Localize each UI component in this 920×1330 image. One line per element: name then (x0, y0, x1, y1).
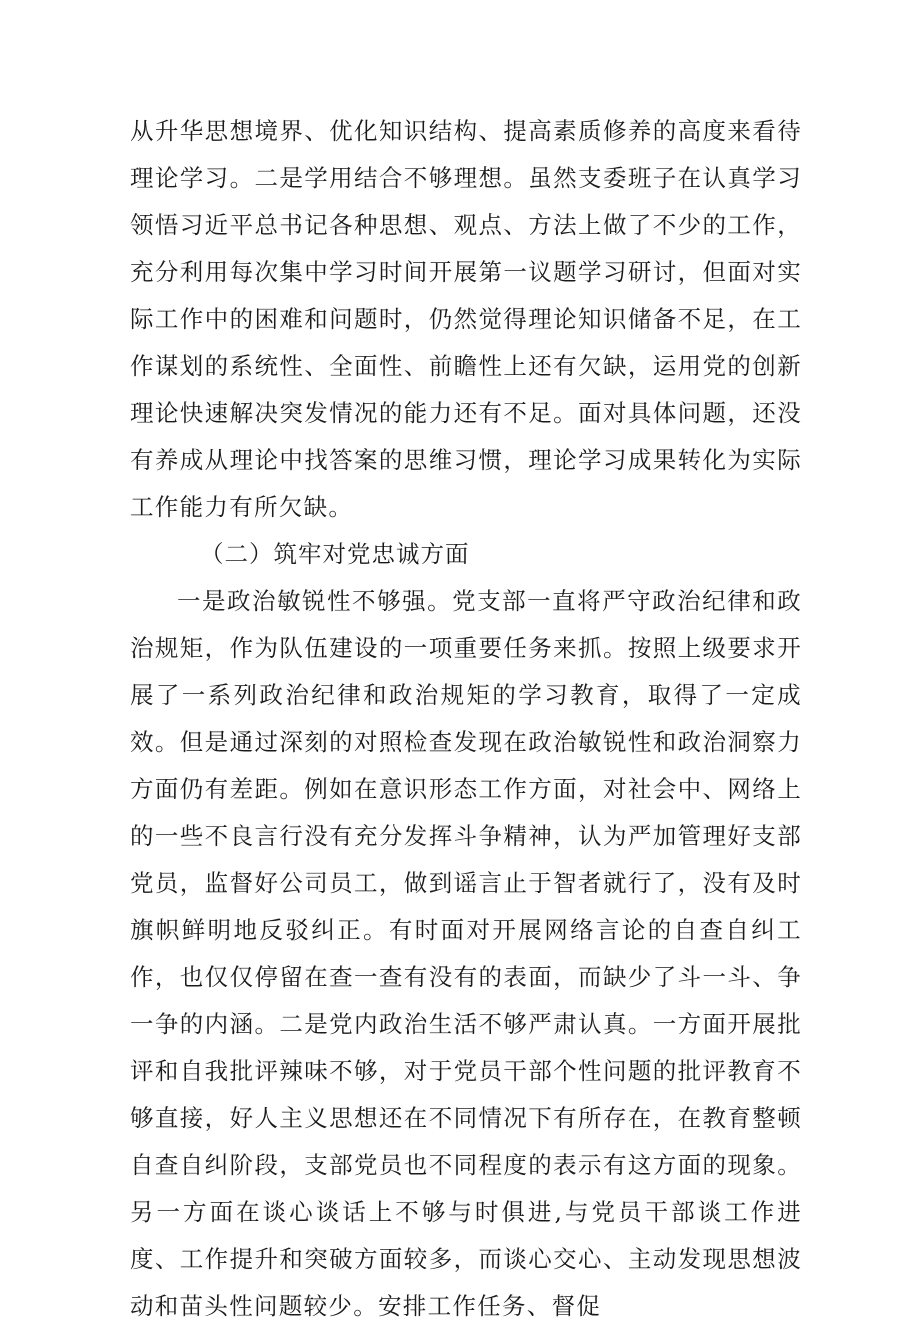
section-heading: （二）筑牢对党忠诚方面 (200, 540, 470, 568)
paragraph-body: 一是政治敏锐性不够强。党支部一直将严守政治纪律和政治规矩，作为队伍建设的一项重要任务来抓。按照上级要求开展了一系列政治纪律和政治规矩的学习教育，取得了一定成效。但是通过深刻的对照检查发现在政治敏锐性和政治洞察力方面仍有差距。例如在意识形态工作方面，对社会中、网络上的一些不良言行没有充分发挥斗争精神，认为严加管理好支部党员，监督好公司员工，做到谣言止于智者就行了，没有及时旗帜鲜明地反驳纠正。有时面对开展网络言论的自查自纠工作，也仅仅停留在查一查有没有的表面，而缺少了斗一斗、争一争的内涵。二是党内政治生活不够严肃认真。一方面开展批评和自我批评辣味不够，对于党员干部个性问题的批评教育不够直接，好人主义思想还在不同情况下有所存在，在教育整顿自查自纠阶段，支部党员也不同程度的表示有这方面的现象。另一方面在谈心谈话上不够与时俱进,与党员干部谈工作进度、工作提升和突破方面较多，而谈心交心、主动发现思想波动和苗头性问题较少。安排工作任务、督促 (130, 587, 802, 1320)
paragraph-continuation: 从升华思想境界、优化知识结构、提高素质修养的高度来看待理论学习。二是学用结合不够理想。虽然支委班子在认真学习领悟习近平总书记各种思想、观点、方法上做了不少的工作，充分利用每次集中学习时间开展第一议题学习研讨，但面对实际工作中的困难和问题时，仍然觉得理论知识储备不足，在工作谋划的系统性、全面性、前瞻性上还有欠缺，运用党的创新理论快速解决突发情况的能力还有不足。面对具体问题，还没有养成从理论中找答案的思维习惯，理论学习成果转化为实际工作能力有所欠缺。 (130, 117, 802, 521)
document-body (130, 108, 802, 1330)
